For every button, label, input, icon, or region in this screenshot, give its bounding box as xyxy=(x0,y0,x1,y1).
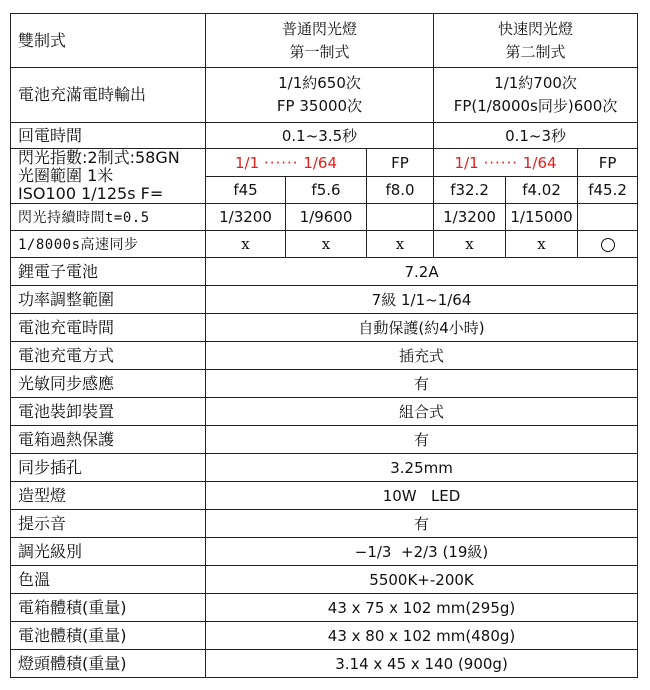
spec-value: 10W LED xyxy=(206,482,638,510)
spec-value: 有 xyxy=(206,426,638,454)
spec-table xyxy=(10,13,638,678)
power-levels-row xyxy=(11,149,638,177)
x-mark: x xyxy=(367,231,434,258)
fast-power-from: 1/1 xyxy=(454,153,479,172)
normal-power-from: 1/1 xyxy=(235,153,260,172)
full-charge-label: 電池充滿電時輸出 xyxy=(11,68,206,123)
x-mark: x xyxy=(206,231,286,258)
aperture-cell: f45 xyxy=(206,177,286,204)
spec-value: 43 x 80 x 102 mm(480g) xyxy=(206,622,638,650)
spec-row xyxy=(11,286,638,314)
spec-label: 提示音 xyxy=(11,510,206,538)
spec-row xyxy=(11,482,638,510)
fast-fp: FP xyxy=(578,149,638,177)
spec-value: 自動保護(約4小時) xyxy=(206,314,638,342)
spec-row xyxy=(11,594,638,622)
duration-cell: 1/3200 xyxy=(434,204,506,231)
spec-label: 電池充電時間 xyxy=(11,314,206,342)
fast-power-dots: ······ xyxy=(483,153,519,172)
header-row xyxy=(11,14,638,68)
spec-label: 調光級別 xyxy=(11,538,206,566)
spec-row xyxy=(11,622,638,650)
x-mark: x xyxy=(434,231,506,258)
fast-flash-title: 快速閃光燈 xyxy=(498,19,574,38)
spec-label: 色溫 xyxy=(11,566,206,594)
duration-cell xyxy=(367,204,434,231)
fast-flash-header xyxy=(434,14,638,68)
x-mark: x xyxy=(286,231,367,258)
duration-cell xyxy=(578,204,638,231)
spec-value: 7.2A xyxy=(206,258,638,286)
spec-value: 43 x 75 x 102 mm(295g) xyxy=(206,594,638,622)
normal-flash-mode: 第一制式 xyxy=(289,42,350,61)
spec-label: 電箱體積(重量) xyxy=(11,594,206,622)
spec-value: 有 xyxy=(206,370,638,398)
spec-label: 電池裝卸裝置 xyxy=(11,398,206,426)
spec-label: 電池充電方式 xyxy=(11,342,206,370)
normal-flash-title: 普通閃光燈 xyxy=(282,19,358,38)
spec-row xyxy=(11,454,638,482)
full-charge-normal xyxy=(206,68,434,123)
duration-cell: 1/15000 xyxy=(506,204,578,231)
hss-row xyxy=(11,231,638,258)
spec-label: 電箱過熱保護 xyxy=(11,426,206,454)
normal-flash-header xyxy=(206,14,434,68)
duration-row xyxy=(11,204,638,231)
spec-label: 燈頭體積(重量) xyxy=(11,650,206,678)
recycle-row xyxy=(11,123,638,149)
aperture-cell: f32.2 xyxy=(434,177,506,204)
duration-cell: 1/9600 xyxy=(286,204,367,231)
duration-label xyxy=(11,204,206,231)
aperture-cell: f5.6 xyxy=(286,177,367,204)
spec-label: 造型燈 xyxy=(11,482,206,510)
spec-label: 電池體積(重量) xyxy=(11,622,206,650)
supported-circle-cell xyxy=(578,231,638,258)
normal-power-to: 1/64 xyxy=(303,153,337,172)
normal-fp: FP xyxy=(367,149,434,177)
spec-value: 7級 1/1~1/64 xyxy=(206,286,638,314)
aperture-cell: f4.02 xyxy=(506,177,578,204)
normal-power-dots: ······ xyxy=(263,153,299,172)
spec-row xyxy=(11,566,638,594)
spec-label: 功率調整範圍 xyxy=(11,286,206,314)
full-charge-fast-line1: 1/1約700次 xyxy=(494,74,577,92)
spec-row xyxy=(11,370,638,398)
circle-icon xyxy=(601,238,615,252)
spec-value: 插充式 xyxy=(206,342,638,370)
fast-power-range xyxy=(434,149,578,177)
spec-row xyxy=(11,510,638,538)
guide-number-line2: 光圈範圍 1米 xyxy=(18,166,114,185)
recycle-normal: 0.1~3.5秒 xyxy=(206,123,434,149)
spec-row xyxy=(11,538,638,566)
aperture-cell: f8.0 xyxy=(367,177,434,204)
duration-cell: 1/3200 xyxy=(206,204,286,231)
full-charge-fast xyxy=(434,68,638,123)
header-label: 雙制式 xyxy=(11,14,206,68)
x-mark: x xyxy=(506,231,578,258)
spec-value: 組合式 xyxy=(206,398,638,426)
recycle-fast: 0.1~3秒 xyxy=(434,123,638,149)
spec-value: 3.14 x 45 x 140 (900g) xyxy=(206,650,638,678)
spec-row xyxy=(11,398,638,426)
duration-label-text: 閃光持續時間t=0.5 xyxy=(18,209,150,226)
full-charge-normal-line1: 1/1約650次 xyxy=(278,74,361,92)
fast-flash-mode: 第二制式 xyxy=(505,42,566,61)
spec-row xyxy=(11,426,638,454)
spec-row xyxy=(11,314,638,342)
full-charge-fast-line2: FP(1/8000s同步)600次 xyxy=(453,97,618,115)
guide-number-label xyxy=(11,149,206,204)
hss-label-text: 1/8000s高速同步 xyxy=(18,236,139,253)
normal-power-range xyxy=(206,149,367,177)
aperture-cell: f45.2 xyxy=(578,177,638,204)
guide-number-line3: ISO100 1/125s F= xyxy=(18,184,164,203)
full-charge-row xyxy=(11,68,638,123)
spec-value: 3.25mm xyxy=(206,454,638,482)
recycle-label: 回電時間 xyxy=(11,123,206,149)
spec-label: 鋰電子電池 xyxy=(11,258,206,286)
fast-power-to: 1/64 xyxy=(522,153,557,172)
spec-value: 5500K+-200K xyxy=(206,566,638,594)
spec-value: −1/3 +2/3 (19級) xyxy=(206,538,638,566)
full-charge-normal-line2: FP 35000次 xyxy=(276,97,363,115)
guide-number-line1: 閃光指數:2制式:58GN xyxy=(18,148,180,167)
spec-row xyxy=(11,650,638,678)
hss-label xyxy=(11,231,206,258)
spec-row xyxy=(11,258,638,286)
spec-label: 同步插孔 xyxy=(11,454,206,482)
spec-row xyxy=(11,342,638,370)
spec-label: 光敏同步感應 xyxy=(11,370,206,398)
spec-value: 有 xyxy=(206,510,638,538)
